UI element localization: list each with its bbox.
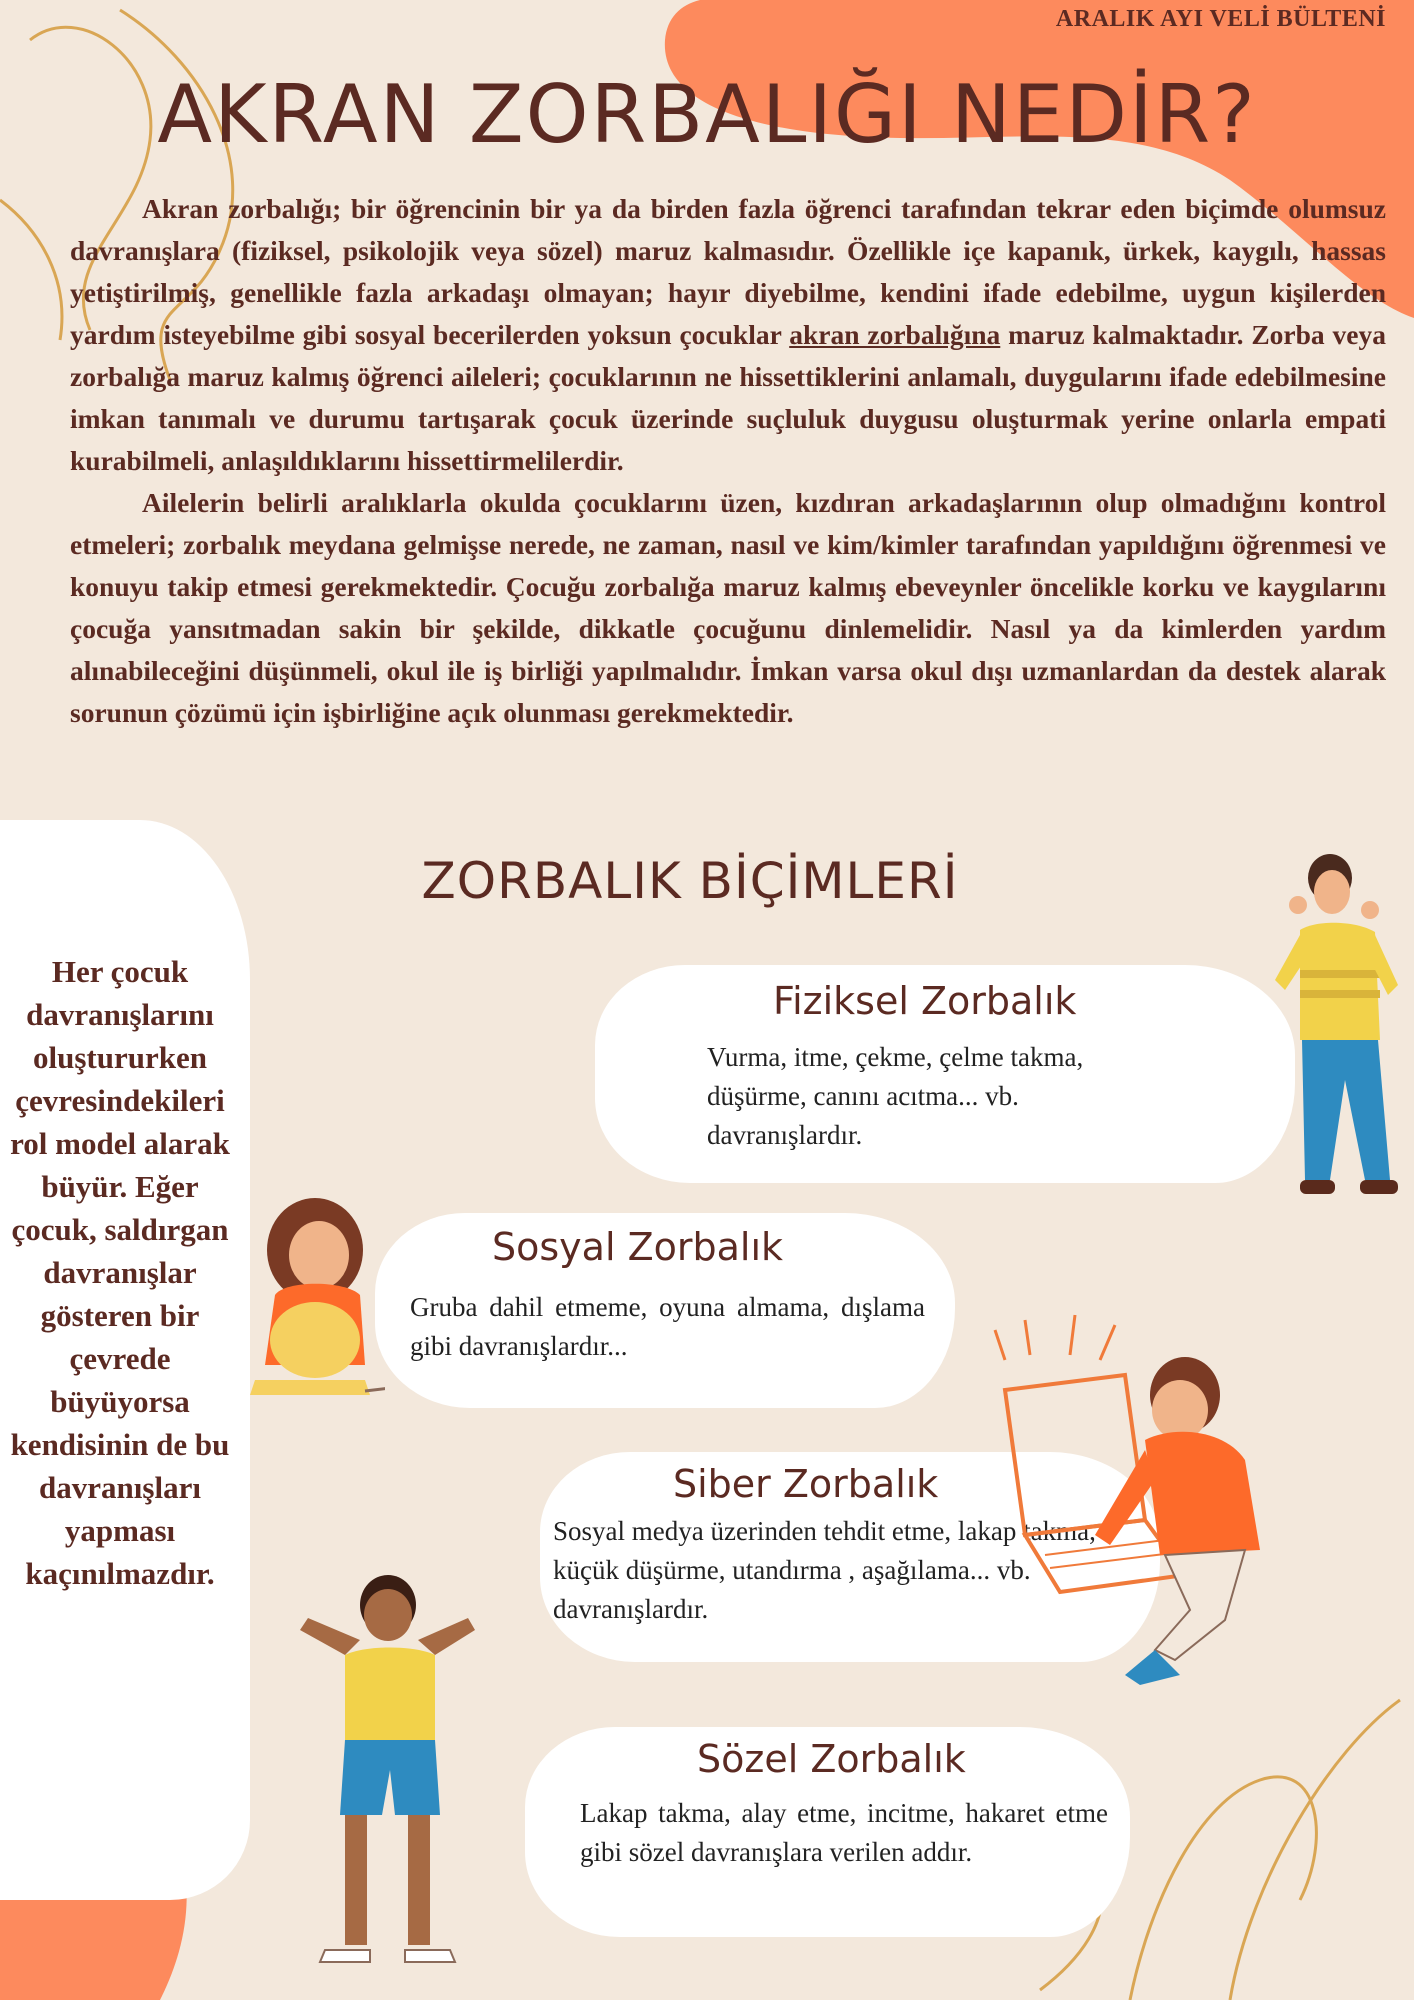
card-title: Sosyal Zorbalık <box>492 1225 784 1269</box>
intro-paragraph-1-end: maruz kalmaktadır. Zorba veya zorbalığa maruz kalmış öğrenci aileleri; çocuklarının ne hissettiklerini anlamalı, duygularını ifade edebilmesine imkan tanımalı ve durumu tartışarak çocuk üzerinde suçluluk duygusu oluşturmak yerine onlarla empati kurabilmeli, anlaşıldıklarını hissettirmelilerdir. <box>70 319 1386 476</box>
physical-bullying-card <box>595 965 1295 1183</box>
side-note-text: Her çocuk davranışlarını oluştururken çevresindekileri rol model alarak büyür. Eğer çocuk, saldırgan davranışlar gösteren bir çevrede büyüyorsa kendisinin de bu davranışları yapması kaçınılmazdır. <box>10 954 230 1591</box>
card-title: Fiziksel Zorbalık <box>773 979 1077 1023</box>
card-title: Sözel Zorbalık <box>697 1737 966 1781</box>
card-text: Lakap takma, alay etme, incitme, hakaret etme gibi sözel davranışlara verilen addır. <box>580 1798 1108 1867</box>
verbal-bullying-card <box>525 1727 1130 1937</box>
newsletter-label: ARALIK AYI VELİ BÜLTENİ <box>1055 6 1386 32</box>
angry-boy-laptop-illustration <box>975 1300 1295 1690</box>
page-title: AKRAN ZORBALIĞI NEDİR? <box>157 68 1257 161</box>
distressed-boy-illustration <box>1260 850 1410 1215</box>
intro-text <box>70 188 1386 734</box>
intro-paragraph-1-start: Akran zorbalığı; bir öğrencinin bir ya da birden fazla öğrenci tarafından tekrar eden biçimde olumsuz davranışlara (fiziksel, psikolojik veya sözel) maruz kalmasıdır. Özellikle içe kapanık, ürkek, kaygılı, hassas yetiştirilmiş, genellikle fazla arkadaşı olmayan; hayır diyebilme, kendini ifade edebilme, uygun kişilerden yardım isteyebilme gibi sosyal becerilerden yoksun çocuklar <box>70 193 1386 350</box>
covering-ears-boy-illustration <box>290 1570 485 1980</box>
gold-curve-5 <box>1130 1777 1316 2000</box>
social-bullying-card <box>375 1213 955 1408</box>
intro-underlined-term: akran zorbalığına <box>789 319 1001 350</box>
card-title: Siber Zorbalık <box>673 1462 939 1506</box>
intro-paragraph-1 <box>70 188 1386 482</box>
card-text: Vurma, itme, çekme, çelme takma, düşürme, canını acıtma... vb. davranışlardır. <box>707 1042 1084 1150</box>
sad-girl-illustration <box>245 1195 385 1405</box>
card-text: Gruba dahil etmeme, oyuna almama, dışlama gibi davranışlardır... <box>410 1292 925 1361</box>
section-title: ZORBALIK BİÇİMLERİ <box>421 852 959 910</box>
intro-paragraph-2: Ailelerin belirli aralıklarla okulda çocuklarını üzen, kızdıran arkadaşlarının olup olmadığını kontrol etmeleri; zorbalık meydana gelmişse nerede, ne zaman, nasıl ve kim/kimler tarafından yapıldığını öğrenmesi ve konuyu takip etmesi gerekmektedir. Çocuğu zorbalığa maruz kalmış ebeveynler öncelikle korku ve kaygılarını çocuğa yansıtmadan sakin bir şekilde, dikkatle çocuğunu dinlemelidir. Nasıl ya da kimlerden yardım alınabileceğini düşünmeli, okul ile iş birliği yapılmalıdır. İmkan varsa okul dışı uzmanlardan da destek alarak sorunun çözümü için işbirliğine açık olunması gerekmektedir. <box>70 487 1386 728</box>
gold-curve-3 <box>0 200 62 340</box>
card-text: Sosyal medya üzerinden tehdit etme, lakap takma, küçük düşürme, utandırma , aşağılama... vb. davranışlardır. <box>553 1516 1096 1624</box>
